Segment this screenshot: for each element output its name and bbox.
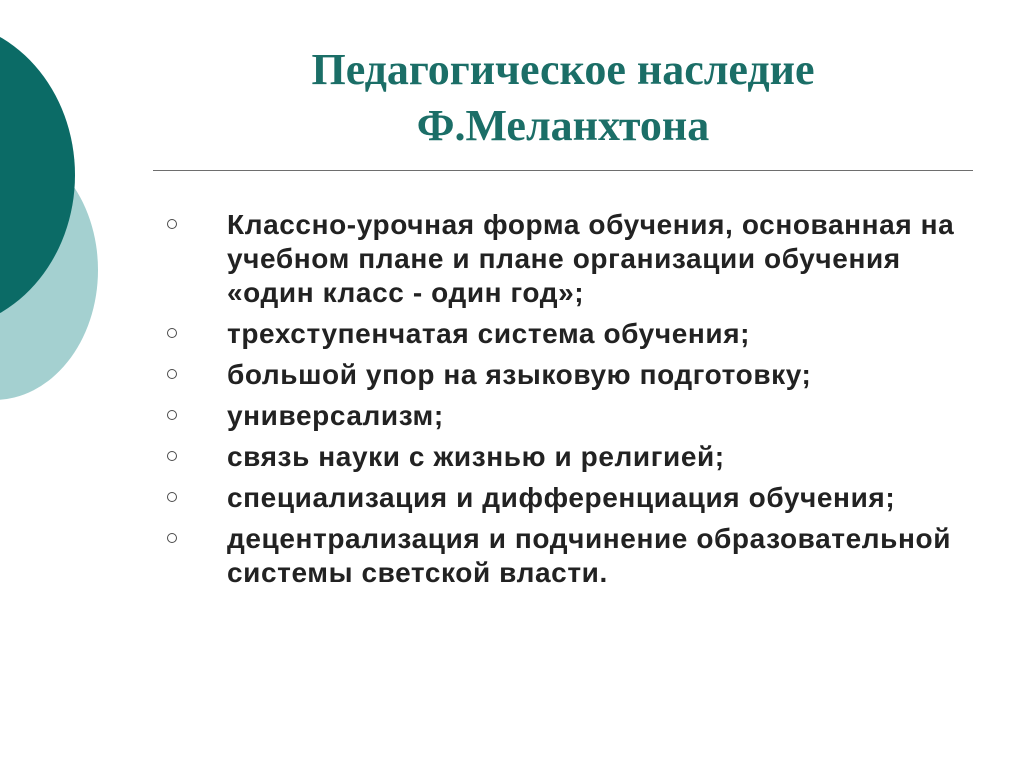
bullet-circle-icon	[167, 369, 177, 379]
title-line-1: Педагогическое наследие	[311, 45, 815, 94]
bullet-circle-icon	[167, 410, 177, 420]
bullet-item	[165, 208, 985, 310]
bullet-circle-icon	[167, 451, 177, 461]
bullet-text: Классно-урочная форма обучения, основанная на учебном плане и плане организации обучения «один класс - один год»;	[227, 209, 955, 308]
bullet-text: трехступенчатая система обучения;	[227, 318, 751, 349]
bullet-text: связь науки с жизнью и религией;	[227, 441, 725, 472]
title-line-2: Ф.Меланхтона	[416, 101, 710, 150]
bullet-text: универсализм;	[227, 400, 444, 431]
title-divider	[153, 170, 973, 171]
bullet-text: децентрализация и подчинение образовательной системы светской власти.	[227, 523, 952, 588]
slide-title	[150, 42, 976, 154]
bullet-item	[165, 358, 985, 392]
bullet-circle-icon	[167, 533, 177, 543]
bullet-list	[165, 208, 985, 597]
bullet-item	[165, 317, 985, 351]
bullet-item	[165, 481, 985, 515]
bullet-item	[165, 522, 985, 590]
bullet-circle-icon	[167, 328, 177, 338]
bullet-item	[165, 440, 985, 474]
bullet-item	[165, 399, 985, 433]
bullet-circle-icon	[167, 219, 177, 229]
bullet-text: большой упор на языковую подготовку;	[227, 359, 812, 390]
bullet-circle-icon	[167, 492, 177, 502]
bullet-text: специализация и дифференциация обучения;	[227, 482, 896, 513]
